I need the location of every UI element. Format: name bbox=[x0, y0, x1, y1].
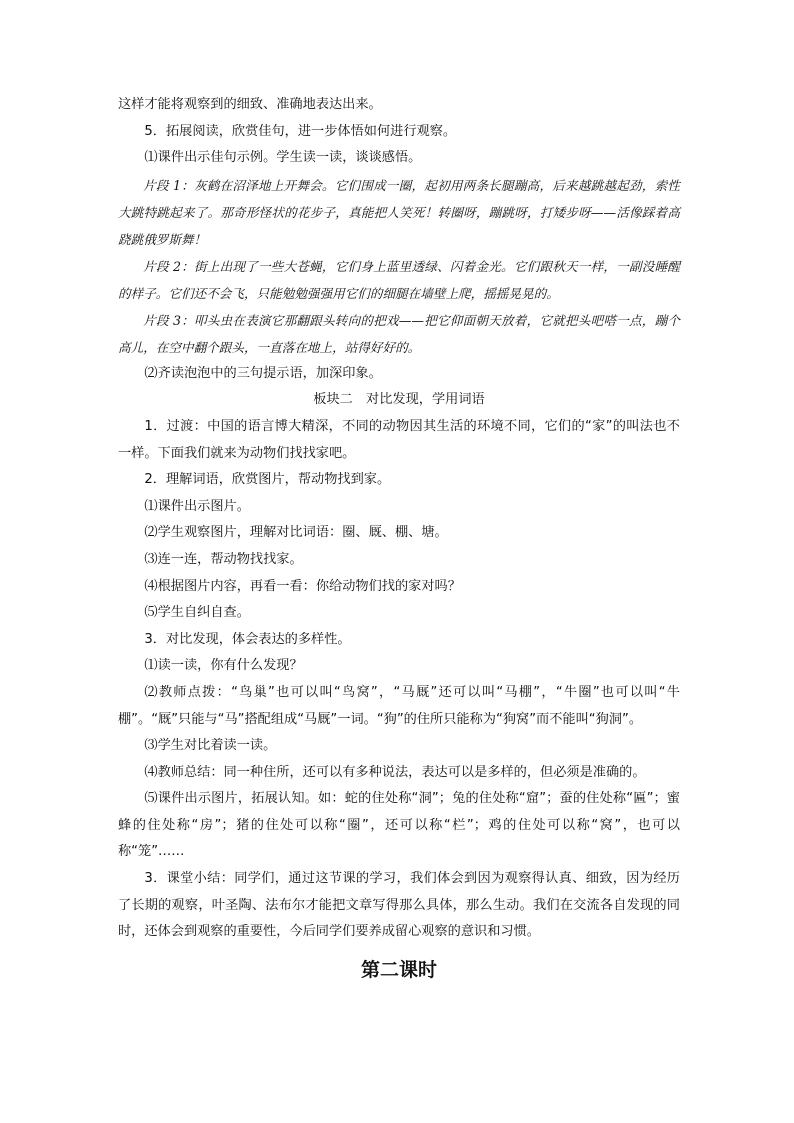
fragment-3: 片段 3：叩头虫在表演它那翻跟头转向的把戏——把它仰面朝天放着，它就把头吧嗒一点，蹦个高儿，在空中翻个跟头，一直落在地上，站得好好的。 bbox=[118, 312, 680, 355]
step-transition: 1．过渡：中国的语言博大精深，不同的动物因其生活的环境不同，它们的“家”的叫法也不一样。下面我们就来为动物们找找家吧。 bbox=[118, 418, 680, 461]
sub-step-self-correct: ⑸学生自纠自查。 bbox=[144, 605, 250, 621]
lesson-2-title: 第二课时 bbox=[360, 958, 437, 981]
paragraph-continuation: 这样才能将观察到的细致、准确地表达出来。 bbox=[118, 97, 382, 112]
step-extended-reading: 5．拓展阅读，欣赏佳句，进一步体悟如何进行观察。 bbox=[144, 123, 457, 139]
step-class-summary: 3．课堂小结：同学们，通过这节课的学习，我们体会到因为观察得认真、细致，因为经历了长期的观察，叶圣陶、法布尔才能把文章写得那么具体，那么生动。我们在交流各自发现的同时，还体会到观察的重要性，今后同学们要养成留心观察的意识和习惯。 bbox=[118, 871, 680, 940]
sub-step-read-bubbles: ⑵齐读泡泡中的三句提示语，加深印象。 bbox=[144, 365, 382, 381]
fragment-1: 片段 1：灰鹤在沼泽地上开舞会。它们围成一圈，起初用两条长腿蹦高，后来越跳越起劲，索性大跳特跳起来了。那奇形怪状的花步子，真能把人笑死！转圈呀，蹦跳呀，打矮步呀——活像踩着高跷跳俄罗斯舞！ bbox=[118, 177, 680, 247]
fragment-2: 片段 2：街上出现了一些大苍蝇，它们身上蓝里透绿、闪着金光。它们跟秋天一样，一副没睡醒的样子。它们还不会飞，只能勉勉强强用它们的细腿在墙壁上爬，摇摇晃晃的。 bbox=[118, 258, 680, 301]
section-heading-2: 板块二 对比发现，学用词语 bbox=[313, 392, 485, 408]
document-body bbox=[118, 92, 680, 986]
sub-step-observe: ⑵学生观察图片，理解对比词语：圈、厩、棚、塘。 bbox=[144, 525, 448, 541]
sub-step-extend: ⑸课件出示图片，拓展认知。如：蛇的住处称“洞”；兔的住处称“窟”；蚕的住处称“匾”；蜜蜂的住处称“房”；猪的住处可以称“圈”，还可以称“栏”；鸡的住处可以称“窝”，也可以称“笼”…… bbox=[118, 791, 680, 860]
step-understand-words: 2．理解词语，欣赏图片，帮动物找到家。 bbox=[144, 472, 391, 488]
sub-step-teacher-guide: ⑵教师点拨：“鸟巢”也可以叫“鸟窝”，“马厩”还可以叫“马棚”，“牛圈”也可以叫“牛棚”。“厩”只能与“马”搭配组成“马厩”一词。“狗”的住所只能称为“狗窝”而不能叫“狗洞”。 bbox=[118, 684, 680, 727]
sub-step-connect: ⑶连一连，帮动物找找家。 bbox=[144, 551, 303, 567]
step-compare: 3．对比发现，体会表达的多样性。 bbox=[144, 631, 351, 647]
sub-step-show-examples: ⑴课件出示佳句示例。学生读一读，谈谈感悟。 bbox=[144, 150, 422, 166]
sub-step-compare-read: ⑶学生对比着读一读。 bbox=[144, 738, 277, 754]
sub-step-show-pictures: ⑴课件出示图片。 bbox=[144, 498, 250, 514]
sub-step-check: ⑷根据图片内容，再看一看：你给动物们找的家对吗？ bbox=[144, 578, 461, 594]
sub-step-teacher-summary: ⑷教师总结：同一种住所，还可以有多种说法，表达可以是多样的，但必须是准确的。 bbox=[144, 764, 646, 780]
sub-step-discover: ⑴读一读，你有什么发现？ bbox=[144, 658, 303, 674]
